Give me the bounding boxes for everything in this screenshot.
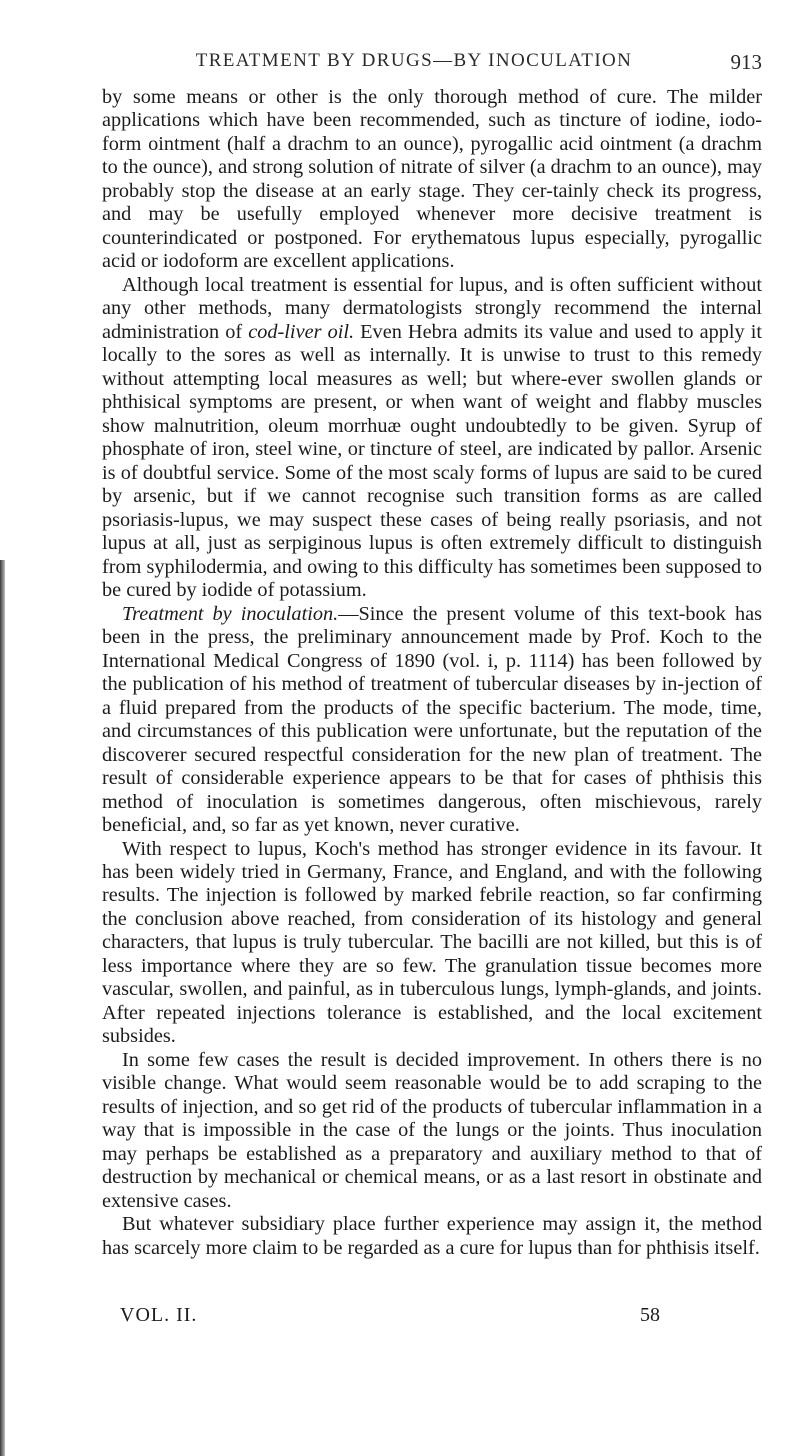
paragraph — [102, 86, 762, 274]
paragraph — [102, 603, 762, 838]
paragraph — [102, 274, 762, 603]
page-number: 913 — [730, 50, 762, 74]
signature-mark: 58 — [640, 1304, 660, 1326]
italic-text: cod-liver oil. — [248, 320, 355, 343]
text-run: But whatever subsidiary place further experience may assign it, the method has scarcely more claim to be regarded as a cure for lupus than for phthisis itself. — [102, 1213, 762, 1259]
text-run: Although local treatment is essential for lupus, and is often sufficient without any other methods, many dermatologists strongly recommend the internal administration of — [102, 273, 762, 343]
binding-shadow — [0, 560, 5, 1456]
paragraph — [102, 838, 762, 1049]
text-run: by some means or other is the only thorough method of cure. The milder applications which have been recommended, such as tincture of iodine, iodo-form ointment (half a drachm to an ounce), pyrogallic acid ointment (a drachm to the ounce), and strong solution of nitrate of silver (a drachm to an ounce), may probably stop the disease at an early stage. They cer-tainly check its progress, and may be usefully employed whenever more decisive treatment is counterindicated or postponed. For erythematous lupus especially, pyrogallic acid or iodoform are excellent applications. — [102, 86, 762, 273]
text-run: Even Hebra admits its value and used to apply it locally to the sores as well as internally. It is unwise to trust to this remedy without attempting local measures as well; but where-ever swollen glands or phthisical symptoms are present, or when want of weight and flabby muscles show malnutrition, oleum morrhuæ ought undoubtedly to be given. Syrup of phosphate of iron, steel wine, or tincture of steel, are indicated by pallor. Arsenic is of doubtful service. Some of the most scaly forms of lupus are said to be cured by arsenic, but if we cannot recognise such transition forms as are called psoriasis-lupus, we may suspect these cases of being really psoriasis, and not lupus at all, just as serpiginous lupus is often extremely difficult to distinguish from syphilodermia, and owing to this difficulty has sometimes been supposed to be cured by iodide of potassium. — [102, 320, 762, 602]
text-run: —Since the present volume of this text-book has been in the press, the preliminary announcement made by Prof. Koch to the International Medical Congress of 1890 (vol. i, p. 1114) has been followed by the publication of his method of treatment of tubercular diseases by in-jection of a fluid prepared from the products of the specific bacterium. The mode, time, and circumstances of this publication were unfortunate, but the reputation of the discoverer secured respectful consideration for the new plan of treatment. The result of considerable experience appears to be that for cases of phthisis this method of inoculation is sometimes dangerous, often mischievous, rarely beneficial, and, so far as yet known, never curative. — [102, 602, 762, 837]
page-footer — [120, 1304, 660, 1330]
volume-mark: VOL. II. — [120, 1304, 198, 1326]
running-head: TREATMENT BY DRUGS—BY INOCULATION — [195, 50, 633, 71]
italic-text: Treatment by inoculation. — [122, 602, 339, 625]
text-run: In some few cases the result is decided improvement. In others there is no visible change. What would seem reasonable would be to add scraping to the results of injection, and so get rid of the products of tubercular inflammation in a way that is impossible in the case of the lungs or the joints. Thus inoculation may perhaps be established as a preparatory and auxiliary method to that of destruction by mechanical or chemical means, or as a last resort in obstinate and extensive cases. — [102, 1048, 762, 1212]
paragraph — [102, 1049, 762, 1213]
text-run: With respect to lupus, Koch's method has stronger evidence in its favour. It has been widely tried in Germany, France, and England, and with the following results. The injection is followed by marked febrile reaction, so far confirming the conclusion above reached, from consideration of its histology and general characters, that lupus is truly tubercular. The bacilli are not killed, but this is of less importance where they are so few. The granulation tissue becomes more vascular, swollen, and painful, as in tuberculous lungs, lymph-glands, and joints. After repeated injections tolerance is established, and the local excitement subsides. — [102, 837, 762, 1048]
body-text — [102, 86, 762, 1260]
paragraph — [102, 1213, 762, 1260]
page-header — [116, 50, 762, 78]
